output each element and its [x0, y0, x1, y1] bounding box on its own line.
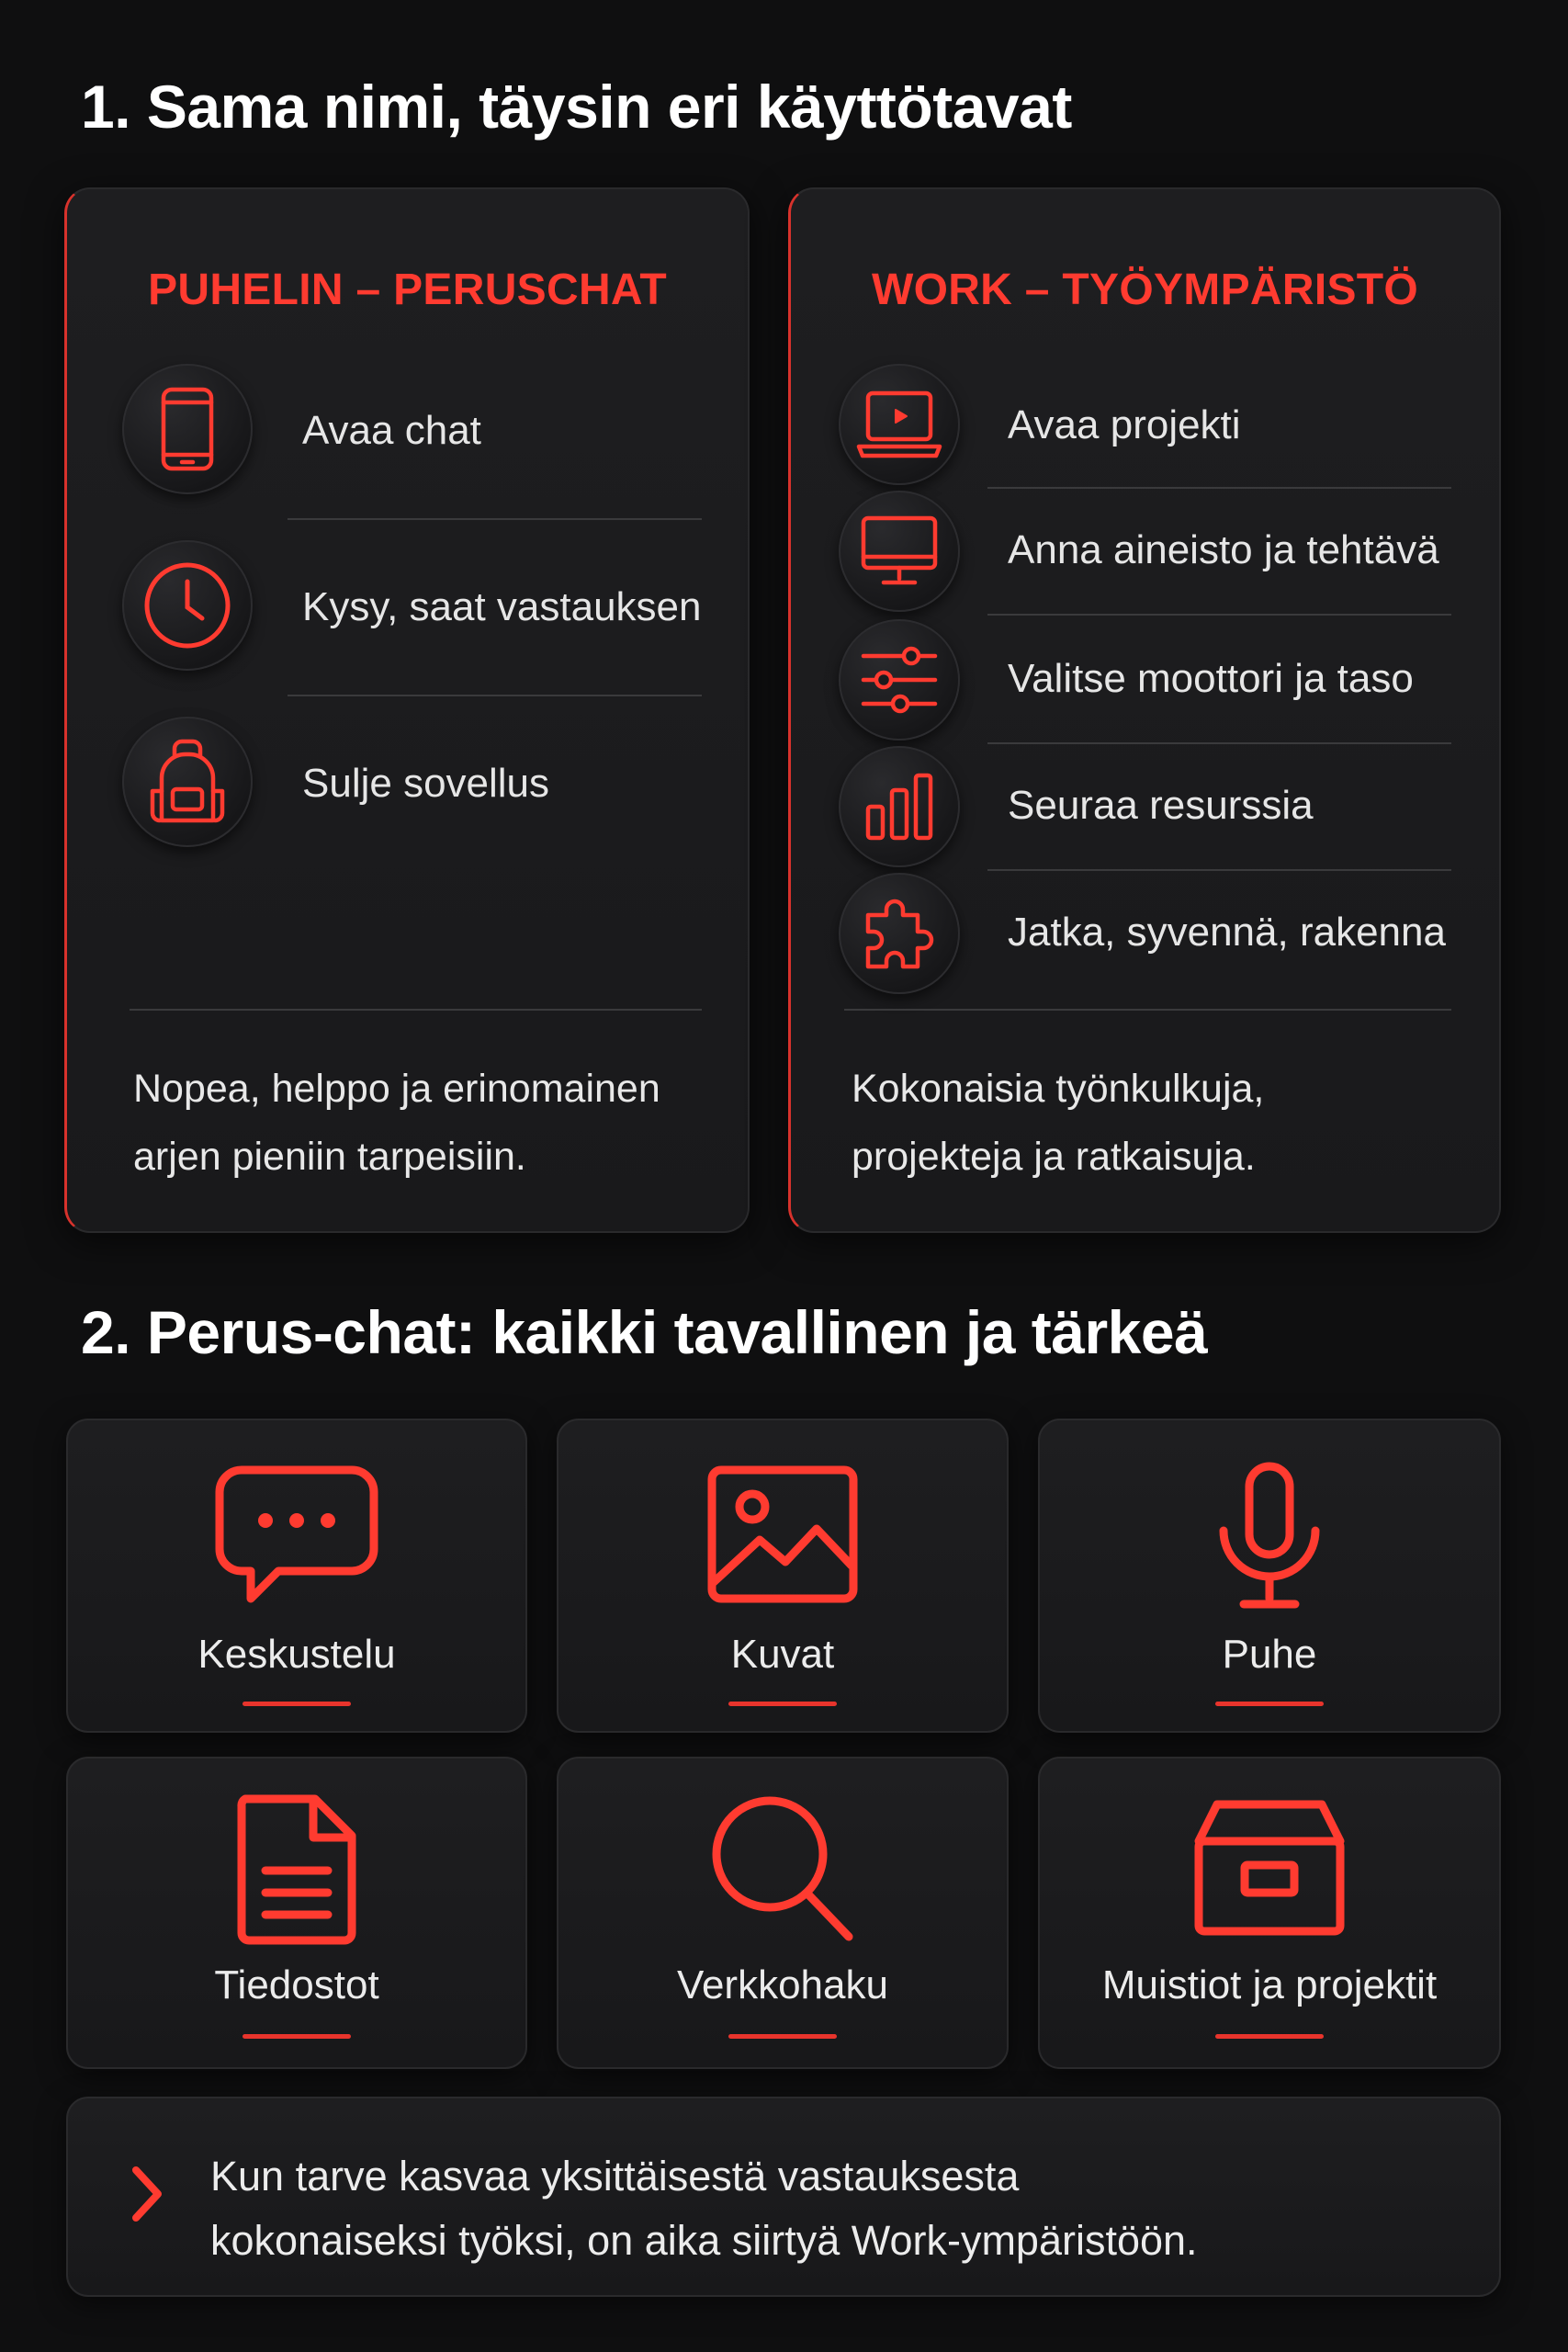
tile-label-chat: Keskustelu	[197, 1632, 396, 1677]
feature-tile-notes-projects	[1038, 1757, 1501, 2069]
work-item-label-3: Valitse moottori ja taso	[1008, 656, 1414, 701]
work-item-label-4: Seuraa resurssia	[1008, 783, 1314, 828]
phone-card	[64, 187, 750, 1233]
phone-item-label-3: Sulje sovellus	[302, 761, 550, 806]
tile-underline-files	[243, 2034, 351, 2039]
archive-box-icon	[1193, 1799, 1346, 1937]
tile-underline-images	[728, 1702, 837, 1706]
work-item-label-1: Avaa projekti	[1008, 402, 1241, 447]
backpack-icon	[122, 717, 253, 847]
clock-icon	[122, 540, 253, 671]
tile-underline-web-search	[728, 2034, 837, 2039]
work-divider-3	[987, 742, 1451, 744]
chat-bubble-icon	[214, 1463, 379, 1610]
feature-tile-chat	[66, 1419, 527, 1733]
feature-tile-voice	[1038, 1419, 1501, 1733]
tile-underline-voice	[1215, 1702, 1324, 1706]
puzzle-icon	[839, 873, 960, 994]
image-icon	[706, 1464, 859, 1604]
work-desc-line-2: projekteja ja ratkaisuja.	[852, 1135, 1256, 1179]
phone-card-description	[133, 1055, 660, 1191]
phone-desc-line-1: Nopea, helppo ja erinomainen	[133, 1067, 660, 1111]
tile-label-files: Tiedostot	[214, 1962, 379, 2007]
feature-tile-web-search	[557, 1757, 1009, 2069]
work-divider-1	[987, 487, 1451, 489]
chevron-right-icon	[129, 2165, 165, 2223]
work-item-label-2: Anna aineisto ja tehtävä	[1008, 527, 1439, 572]
document-icon	[234, 1793, 359, 1946]
phone-divider-bottom	[130, 1009, 702, 1011]
laptop-icon	[839, 364, 960, 485]
phone-divider-2	[288, 695, 702, 696]
sliders-icon	[839, 619, 960, 741]
phone-item-label-1: Avaa chat	[302, 408, 481, 453]
transition-note-text	[210, 2144, 1198, 2273]
work-desc-line-1: Kokonaisia työnkulkuja,	[852, 1067, 1265, 1111]
section-2-heading: 2. Perus-chat: kaikki tavallinen ja tärkeä	[81, 1298, 1208, 1366]
note-line-1: Kun tarve kasvaa yksittäisestä vastauksesta	[210, 2153, 1020, 2199]
work-card-title: WORK – TYÖYMPÄRISTÖ	[871, 266, 1419, 314]
transition-note	[66, 2097, 1501, 2297]
work-divider-4	[987, 869, 1451, 871]
monitor-icon	[839, 491, 960, 612]
tile-label-images: Kuvat	[730, 1632, 835, 1677]
tile-underline-chat	[243, 1702, 351, 1706]
bar-chart-icon	[839, 746, 960, 867]
tile-label-web-search: Verkkohaku	[677, 1962, 888, 2007]
search-icon	[709, 1793, 856, 1946]
tile-label-notes-projects: Muistiot ja projektit	[1101, 1962, 1438, 2007]
tile-label-voice: Puhe	[1222, 1632, 1317, 1677]
work-item-label-5: Jatka, syvennä, rakenna	[1008, 910, 1446, 955]
phone-item-label-2: Kysy, saat vastauksen	[302, 584, 702, 629]
feature-tile-images	[557, 1419, 1009, 1733]
work-card-description	[852, 1055, 1264, 1191]
feature-tile-files	[66, 1757, 527, 2069]
phone-divider-1	[288, 518, 702, 520]
microphone-icon	[1214, 1461, 1325, 1613]
work-divider-2	[987, 614, 1451, 616]
work-card	[788, 187, 1501, 1233]
smartphone-icon	[122, 364, 253, 494]
section-1-heading: 1. Sama nimi, täysin eri käyttötavat	[81, 73, 1072, 141]
tile-underline-notes-projects	[1215, 2034, 1324, 2039]
phone-desc-line-2: arjen pieniin tarpeisiin.	[133, 1135, 526, 1179]
work-divider-bottom	[844, 1009, 1451, 1011]
phone-card-title: PUHELIN – PERUSCHAT	[148, 266, 667, 314]
note-line-2: kokonaiseksi työksi, on aika siirtyä Work-ympäristöön.	[210, 2217, 1198, 2264]
